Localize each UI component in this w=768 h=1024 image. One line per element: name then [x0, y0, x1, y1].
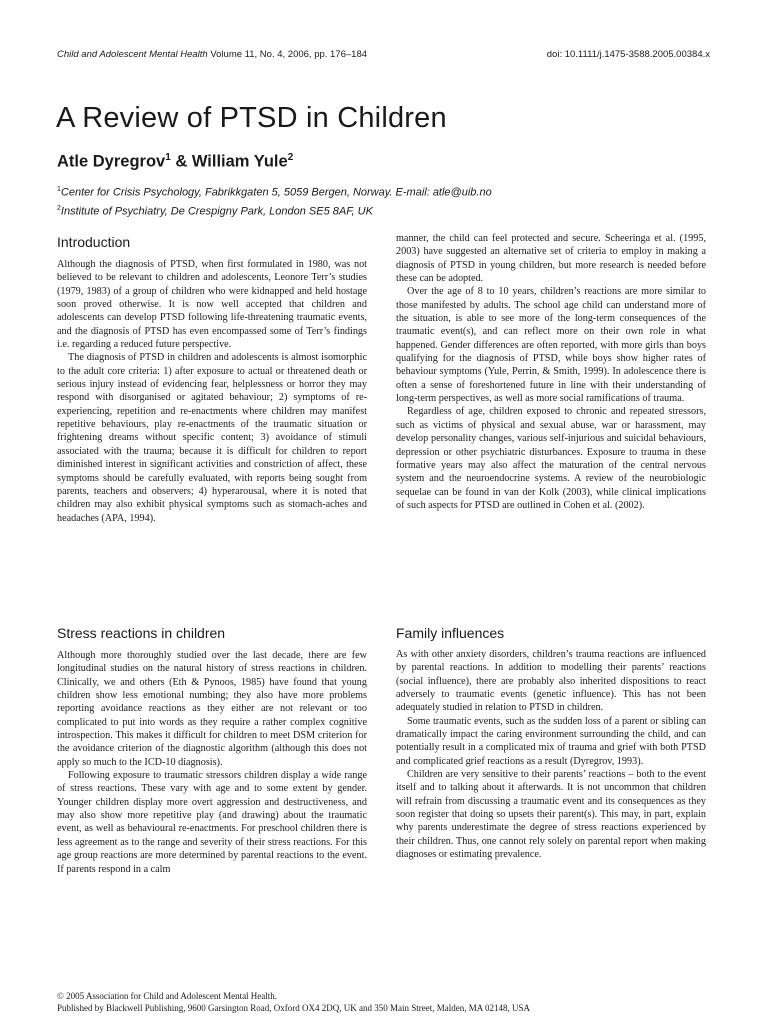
author-separator: &	[170, 152, 192, 171]
heading-stress-reactions: Stress reactions in children	[57, 625, 226, 641]
journal-volume: Volume 11, No. 4, 2006, pp. 176–184	[210, 49, 368, 60]
affiliation-1-text: Center for Crisis Psychology, Fabrikkgaten 5, 5059 Bergen, Norway. E-mail: atle@uib.no	[60, 186, 492, 199]
family-paragraph-3: Children are very sensitive to their parents’ reactions – both to the event itself and to talking about it afterwards. It is not uncommon that children will refrain from discussing a traumatic event and its consequences as they soon register that doing so upsets their parent(s). This may, in part, explain why parents underestimate the degree of stress reactions experienced by their children. Thus, one cannot rely solely on parental report when making diagnoses or estimating prevalence.	[396, 769, 706, 861]
article-title: A Review of PTSD in Children	[56, 102, 447, 134]
introduction-paragraph-2: The diagnosis of PTSD in children and adolescents is almost isomorphic to the adult core criteria: 1) after exposure to actual or threatened death or serious injury instead of evidencing fear, helplessness or horror they may respond with disorganised or agitated behaviour; 2) symptoms of re-experiencing, repetition and re-enactments where children may manifest repetitive behaviours, play re-enactments of the traumatic situation or frightening dreams without specific content; 3) avoidance of stimuli associated with the trauma; because it is difficult for children to report diminished interest in significant activities and constriction of affect, these symptoms should be carefully evaluated, with reports being sought from parents, teachers and observers; 4) hyperarousal, where it is noted that children may also exhibit physical symptoms such as stomach-aches and headaches (APA, 1994).	[57, 352, 367, 524]
continuation-paragraph-1: manner, the child can feel protected and secure. Scheeringa et al. (1995, 2003) have suggested an alternative set of criteria to employ in making a diagnosis of PTSD in young children, but more research is needed before these can be adopted.	[396, 233, 706, 285]
stress-paragraph-1: Although more thoroughly studied over the last decade, there are few longitudinal studies on the natural history of stress reactions in children. Clinically, we and others (Eth & Pynoos, 1985) have found that young children show less emotional numbing; they also have more problems reporting avoidance reactions as they either are not relevant or too complicated to put into words as they require a rather complex cognitive introspection. This makes it difficult for children to meet DSM criterion for the avoidance criterion of the diagnostic algorithm (although this does not apply so much to the ICD-10 diagnosis).	[57, 650, 367, 768]
doi: doi: 10.1111/j.1475-3588.2005.00384.x	[546, 49, 710, 60]
affiliation-2	[57, 201, 492, 220]
right-column-continuation	[396, 232, 706, 512]
author-1-sup: 1	[165, 152, 171, 163]
author-1: Atle Dyregrov	[57, 152, 166, 171]
affiliation-2-sup: 2	[57, 204, 61, 212]
journal-citation	[57, 49, 367, 60]
journal-name: Child and Adolescent Mental Health	[57, 49, 208, 60]
continuation-paragraph-3: Regardless of age, children exposed to chronic and repeated stressors, such as victims of physical and sexual abuse, war or harassment, may develop personality changes, various self-injurious and suicidal behaviours, depression or other psychiatric disturbances. Exposure to trauma in these formative years may also affect the maturation of the central nervous system and the neuroendocrine systems. A review of the neurobiologic sequelae can be found in van der Kolk (2003), while clinical implications of such aspects for PTSD are outlined in Cohen et al. (2002).	[396, 406, 706, 511]
heading-introduction: Introduction	[57, 234, 131, 250]
copyright-footer	[57, 990, 530, 1014]
introduction-body	[57, 258, 367, 525]
publisher-line: Published by Blackwell Publishing, 9600 Garsington Road, Oxford OX4 2DQ, UK and 350 Main Street, Malden, MA 02148, USA	[57, 1003, 530, 1013]
stress-reactions-body	[57, 649, 367, 876]
author-2: William Yule	[191, 152, 288, 171]
affiliation-1-sup: 1	[57, 186, 61, 193]
affiliation-2-text: Institute of Psychiatry, De Crespigny Park, London SE5 8AF, UK	[60, 205, 373, 218]
copyright-line: © 2005 Association for Child and Adolescent Mental Health.	[57, 991, 278, 1001]
author-2-sup: 2	[287, 152, 294, 163]
running-head	[57, 49, 710, 63]
family-paragraph-1: As with other anxiety disorders, children’s trauma reactions are influenced by parental reactions. In addition to modelling their parents’ reactions (social influence), there are probably also inherited dispositions to react adversely to traumatic events (genetic influence). This has not been adequately studied in relation to PTSD in children.	[396, 649, 706, 714]
heading-family-influences: Family influences	[396, 625, 505, 641]
introduction-paragraph-1: Although the diagnosis of PTSD, when first formulated in 1980, was not believed to be relevant to children and adolescents, Leonore Terr’s studies (1979, 1983) of a group of children who were kidnapped and held hostage soon proved otherwise. It is now well accepted that children and adolescents can develop PTSD following life-threatening traumatic events, and the diagnosis of PTSD has even encompassed some of Terr’s findings i.e. regarding a reduced future perspective.	[57, 259, 367, 351]
family-paragraph-2: Some traumatic events, such as the sudden loss of a parent or sibling can dramatically impact the caring environment surrounding the child, and can potentially result in a complicated mix of trauma and grief with both PTSD and complicated grief reactions as a result (Dyregrov, 1993).	[396, 715, 706, 767]
continuation-paragraph-2: Over the age of 8 to 10 years, children’s reactions are more similar to those manifested by adults. The school age child can understand more of the situation, is able to see more of the long-term consequences of the traumatic event(s), and can reflect more on their own role in what happened. Gender differences are often reported, with more girls than boys qualifying for the diagnosis of PTSD, while boys show higher rates of behaviour symptoms (Yule, Perrin, & Smith, 1999). In adolescence there is often a sense of foreshortened future in line with their understanding of long-term perspectives, as well as more social ramifications of trauma.	[396, 286, 706, 405]
stress-paragraph-2: Following exposure to traumatic stressors children display a wide range of stress reactions. These vary with age and to some extent by gender. Younger children display more overt aggression and destructiveness, and may also show more repetitive play (and drawing) about the traumatic event, as well as behavioural re-enactments. For preschool children there is less agreement as to the range and severity of their stress reactions. For this age group reactions are more determined by parental reactions to the event. If parents respond in a calm	[57, 770, 367, 875]
affiliations	[57, 182, 492, 219]
family-influences-body	[396, 648, 706, 862]
affiliation-1	[57, 182, 492, 201]
author-list	[57, 152, 293, 172]
